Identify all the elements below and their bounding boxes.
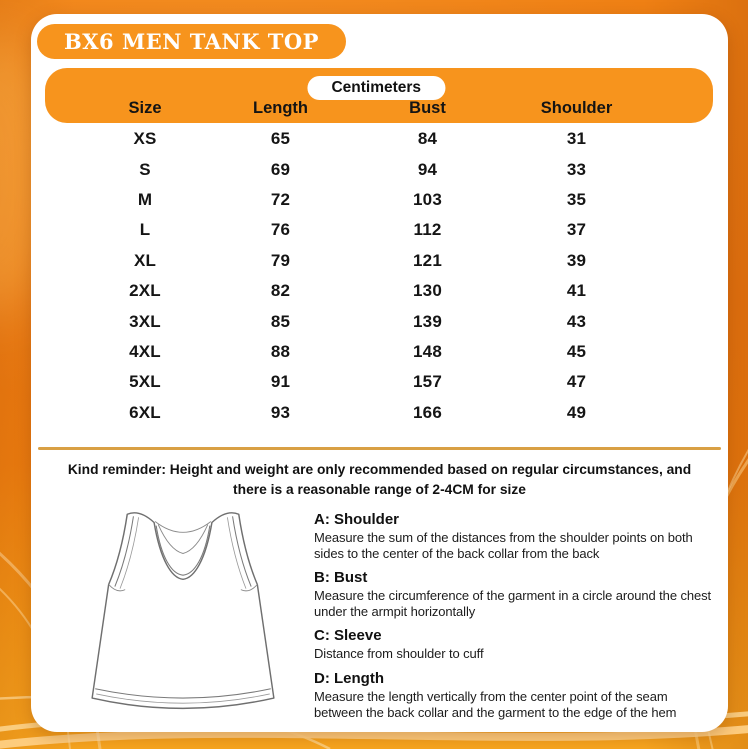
measurement-guide bbox=[314, 511, 719, 728]
shoulder-cell: 31 bbox=[566, 129, 587, 149]
size-table-body bbox=[45, 124, 614, 428]
bust-cell: 148 bbox=[413, 341, 442, 361]
table-row bbox=[45, 154, 614, 184]
shoulder-cell: 37 bbox=[566, 220, 587, 240]
table-header-band bbox=[45, 68, 713, 123]
shoulder-cell: 47 bbox=[566, 372, 587, 392]
shoulder-cell: 41 bbox=[566, 281, 587, 301]
guide-item-sleeve bbox=[314, 627, 719, 662]
product-title: BX6 MEN TANK TOP bbox=[64, 29, 319, 54]
shoulder-cell: 45 bbox=[566, 341, 587, 361]
guide-item-bust bbox=[314, 569, 719, 619]
guide-item-shoulder bbox=[314, 511, 719, 561]
length-cell: 93 bbox=[270, 402, 291, 422]
guide-description: Measure the length vertically from the center point of the seam between the back collar and the garment to the edge of the hem bbox=[314, 688, 677, 720]
size-cell: 2XL bbox=[129, 281, 161, 301]
column-header-size: Size bbox=[128, 99, 162, 117]
length-cell: 85 bbox=[270, 311, 291, 331]
length-cell: 76 bbox=[270, 220, 291, 240]
length-cell: 72 bbox=[270, 189, 291, 209]
size-cell: 4XL bbox=[129, 341, 161, 361]
guide-description: Distance from shoulder to cuff bbox=[314, 646, 484, 662]
guide-label: D: Length bbox=[314, 669, 384, 687]
bust-cell: 166 bbox=[413, 402, 442, 422]
bust-cell: 157 bbox=[413, 372, 442, 392]
product-title-pill bbox=[37, 24, 346, 59]
table-row bbox=[45, 246, 614, 276]
table-row bbox=[45, 276, 614, 306]
guide-description: Measure the sum of the distances from the shoulder points on both sides to the center of the back collar from the back bbox=[314, 530, 693, 561]
length-cell: 69 bbox=[270, 159, 291, 179]
table-row bbox=[45, 398, 614, 428]
shoulder-cell: 49 bbox=[566, 402, 587, 422]
length-cell: 65 bbox=[270, 129, 291, 149]
bust-cell: 103 bbox=[413, 189, 442, 209]
bust-cell: 139 bbox=[413, 311, 442, 331]
shoulder-cell: 35 bbox=[566, 189, 587, 209]
length-cell: 91 bbox=[270, 372, 291, 392]
gold-divider-line bbox=[38, 447, 721, 450]
unit-pill bbox=[307, 76, 445, 100]
bust-cell: 121 bbox=[413, 250, 442, 270]
table-row bbox=[45, 215, 614, 245]
table-column-headers bbox=[45, 99, 614, 118]
table-row bbox=[45, 185, 614, 215]
shoulder-cell: 39 bbox=[566, 250, 587, 270]
size-cell: XS bbox=[133, 129, 157, 149]
tank-top-sketch-icon bbox=[59, 506, 307, 728]
length-cell: 79 bbox=[270, 250, 291, 270]
guide-description: Measure the circumference of the garment in a circle around the chest under the armpit horizontally bbox=[314, 588, 712, 619]
guide-label: A: Shoulder bbox=[314, 511, 399, 528]
bust-cell: 94 bbox=[417, 159, 438, 179]
bust-cell: 112 bbox=[413, 220, 442, 240]
size-cell: 6XL bbox=[129, 402, 161, 422]
bust-cell: 84 bbox=[417, 129, 438, 149]
shoulder-cell: 33 bbox=[566, 159, 587, 179]
bust-cell: 130 bbox=[413, 281, 442, 301]
size-chart-card bbox=[31, 14, 728, 732]
table-row bbox=[45, 367, 614, 397]
guide-item-length bbox=[314, 670, 719, 720]
table-row bbox=[45, 124, 614, 154]
column-header-shoulder: Shoulder bbox=[540, 99, 613, 117]
column-header-length: Length bbox=[253, 99, 308, 117]
size-cell: S bbox=[139, 159, 151, 179]
unit-label: Centimeters bbox=[331, 79, 422, 96]
table-row bbox=[45, 306, 614, 336]
table-row bbox=[45, 337, 614, 367]
length-cell: 88 bbox=[270, 341, 291, 361]
guide-label: B: Bust bbox=[314, 569, 368, 587]
size-cell: 5XL bbox=[129, 372, 161, 392]
size-cell: XL bbox=[133, 250, 157, 270]
size-cell: M bbox=[137, 189, 153, 209]
guide-label: C: Sleeve bbox=[314, 627, 382, 645]
size-cell: 3XL bbox=[129, 311, 161, 331]
column-header-bust: Bust bbox=[409, 99, 446, 117]
shoulder-cell: 43 bbox=[566, 311, 587, 331]
kind-reminder-text: Kind reminder: Height and weight are only recommended based on regular circumstances, and there is a reasonable range of 2-4CM for size bbox=[67, 462, 692, 497]
length-cell: 82 bbox=[270, 281, 291, 301]
size-cell: L bbox=[139, 220, 151, 240]
